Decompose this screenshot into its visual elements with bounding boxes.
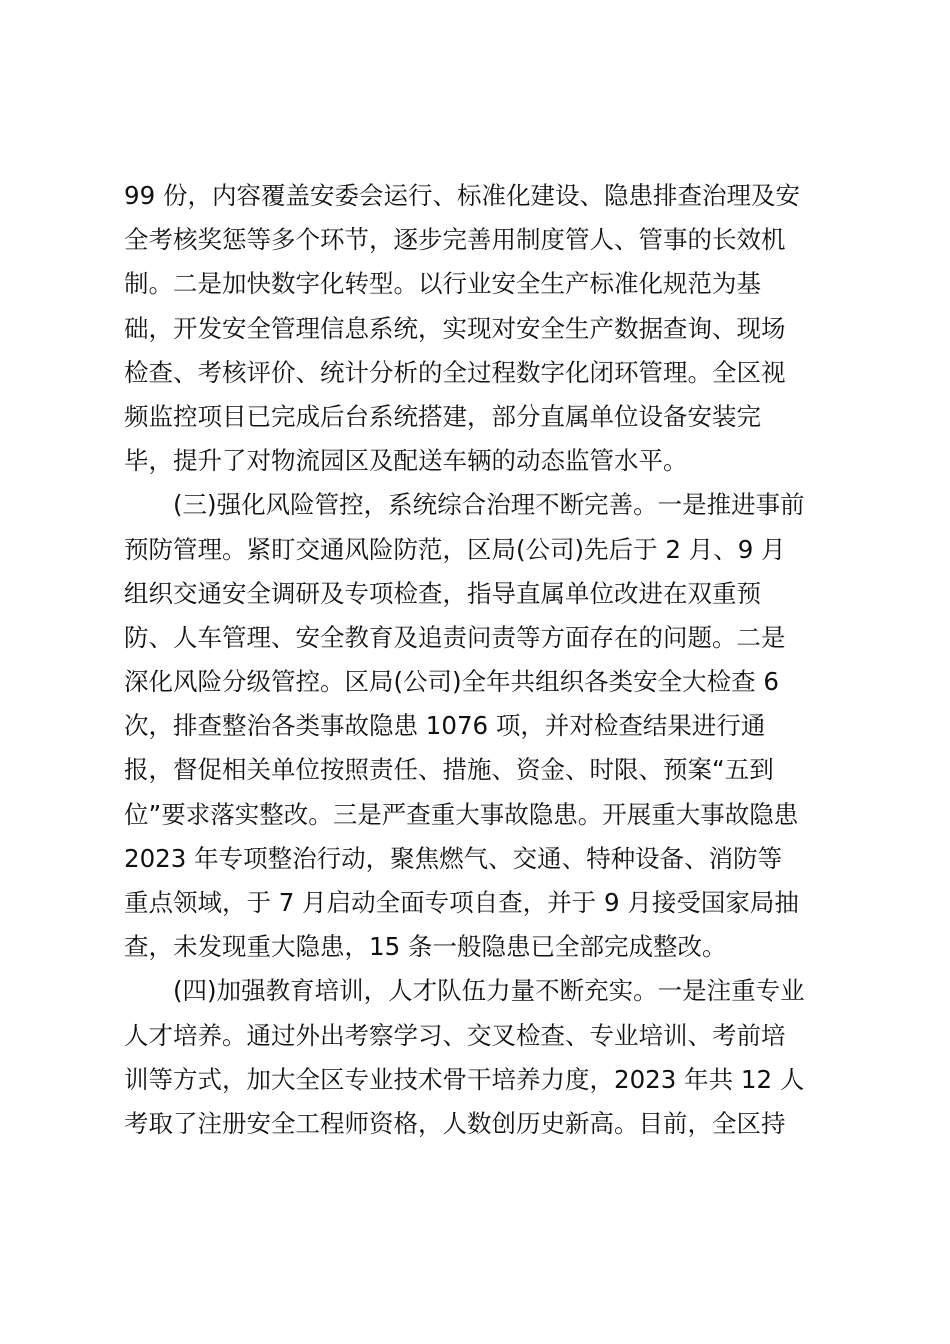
text-line: 础，开发安全管理信息系统，实现对安全生产数据查询、现场 xyxy=(124,313,786,343)
text-line: 99 份，内容覆盖安委会运行、标准化建设、隐患排查治理及安 xyxy=(124,181,800,210)
text-line: (四)加强教育培训，人才队伍力量不断充实。一是注重专业 xyxy=(173,976,805,1006)
text-line: 位”要求落实整改。三是严查重大事故隐患。开展重大事故隐患 xyxy=(124,799,799,829)
text-line: 频监控项目已完成后台系统搭建，部分直属单位设备安装完 xyxy=(124,401,761,431)
text-line: 查，未发现重大隐患，15 条一般隐患已全部完成整改。 xyxy=(124,932,727,962)
text-line: 2023 年专项整治行动，聚焦燃气、交通、特种设备、消防等 xyxy=(124,843,783,873)
text-line: (三)强化风险管控，系统综合治理不断完善。一是推进事前 xyxy=(173,490,805,520)
text-line: 毕，提升了对物流园区及配送车辆的动态监管水平。 xyxy=(124,446,688,476)
text-line: 训等方式，加大全区专业技术骨干培养力度，2023 年共 12 人 xyxy=(124,1064,805,1094)
text-line: 重点领域，于 7 月启动全面专项自查，并于 9 月接受国家局抽 xyxy=(124,888,799,917)
document-body xyxy=(124,174,836,1146)
text-line: 预防管理。紧盯交通风险防范，区局(公司)先后于 2 月、9 月 xyxy=(124,534,786,564)
text-line: 防、人车管理、安全教育及追责问责等方面存在的问题。二是 xyxy=(124,622,786,652)
text-line: 检查、考核评价、统计分析的全过程数字化闭环管理。全区视 xyxy=(124,357,786,387)
text-line: 组织交通安全调研及专项检查，指导直属单位改进在双重预 xyxy=(124,578,761,608)
text-line: 制。二是加快数字化转型。以行业安全生产标准化规范为基 xyxy=(124,269,761,299)
text-line: 深化风险分级管控。区局(公司)全年共组织各类安全大检查 6 xyxy=(124,667,779,697)
text-line: 考取了注册安全工程师资格，人数创历史新高。目前，全区持 xyxy=(124,1108,786,1138)
text-line: 次，排查整治各类事故隐患 1076 项，并对检查结果进行通 xyxy=(124,711,766,741)
text-line: 全考核奖惩等多个环节，逐步完善用制度管人、管事的长效机 xyxy=(124,225,786,255)
text-line: 报，督促相关单位按照责任、措施、资金、时限、预案“五到 xyxy=(124,755,774,785)
text-line: 人才培养。通过外出考察学习、交叉检查、专业培训、考前培 xyxy=(124,1020,786,1050)
